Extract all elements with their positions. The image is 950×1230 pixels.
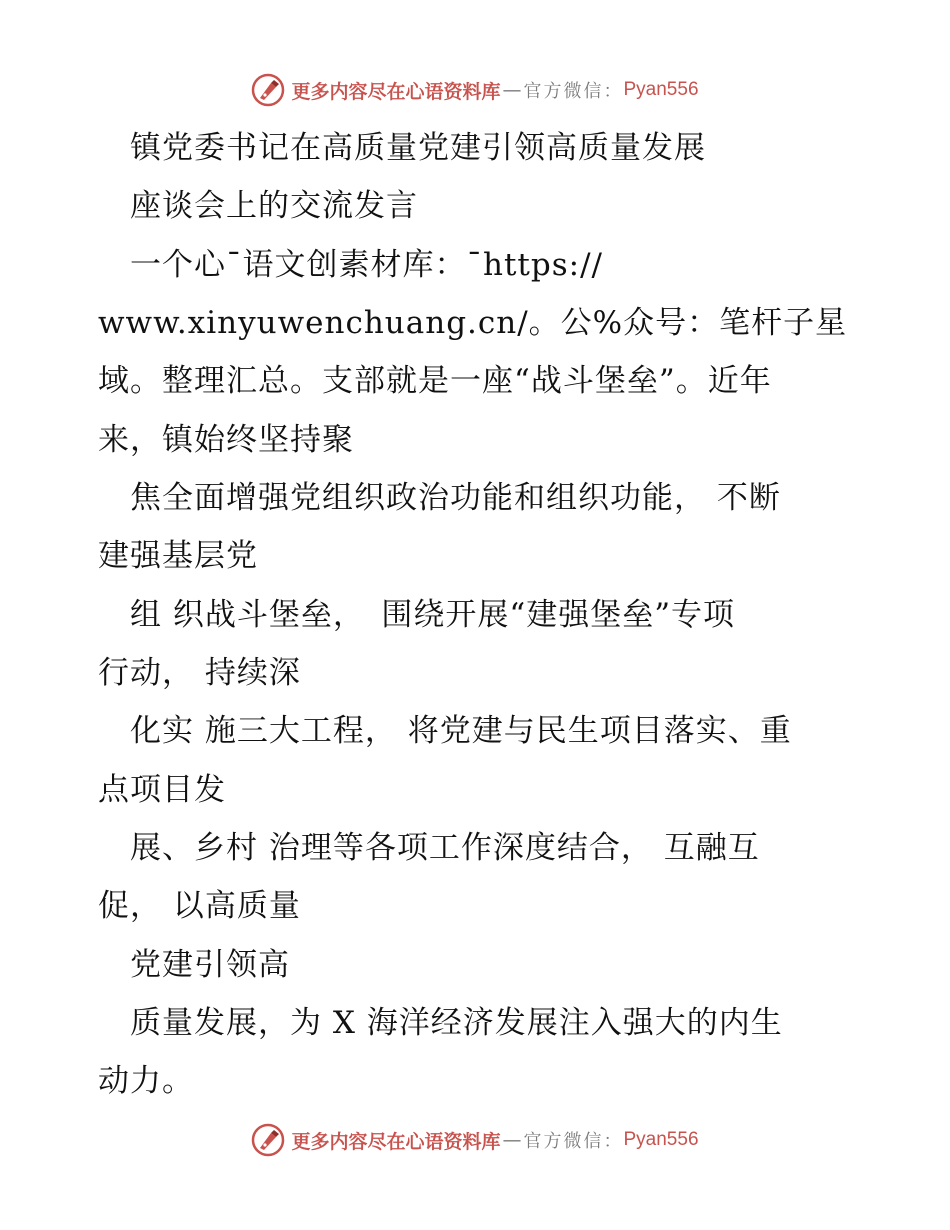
text-line: 化实 施三大工程， 将党建与民生项目落实、重 xyxy=(98,713,792,749)
watermark-banner-top xyxy=(0,70,950,110)
text-line: 建强基层党 xyxy=(98,538,258,574)
text-line: 组 织战斗堡垒， 围绕开展“建强堡垒”专项 xyxy=(98,597,736,633)
watermark-wechat-id: Pyan556 xyxy=(623,79,699,100)
pen-nib-logo-icon xyxy=(251,73,285,107)
watermark-wechat-id: Pyan556 xyxy=(623,1129,699,1150)
document-title-line-2: 座谈会上的交流发言 xyxy=(98,188,418,224)
watermark-banner-bottom xyxy=(0,1120,950,1160)
watermark-label: 官方微信： xyxy=(523,81,624,102)
text-line: 党建引领高 xyxy=(98,947,290,983)
text-line: 质量发展，为 X 海洋经济发展注入强大的内生 xyxy=(98,1005,783,1041)
text-line: 来，镇始终坚持聚 xyxy=(98,422,354,458)
text-line: 域。整理汇总。支部就是一座“战斗堡垒”。近年 xyxy=(98,363,772,399)
document-title-line-1: 镇党委书记在高质量党建引领高质量发展 xyxy=(98,130,706,166)
text-line: 促， 以高质量 xyxy=(98,888,301,924)
text-line: 一个心¯语文创素材库：¯https:// xyxy=(98,247,603,283)
text-line: 焦全面增强党组织政治功能和组织功能， 不断 xyxy=(98,480,781,516)
text-line: 动力。 xyxy=(98,1063,194,1099)
pen-nib-logo-icon xyxy=(251,1123,285,1157)
text-line: 展、乡村 治理等各项工作深度结合， 互融互 xyxy=(98,830,760,866)
watermark-separator: — xyxy=(502,1129,522,1151)
text-line: 行动， 持续深 xyxy=(98,655,301,691)
watermark-label: 官方微信： xyxy=(523,1131,624,1152)
text-line: www.xinyuwenchuang.cn/。公%众号：笔杆子星 xyxy=(98,305,848,341)
watermark-main-text: 更多内容尽在心语资料库 xyxy=(291,1130,501,1153)
text-line: 点项目发 xyxy=(98,772,226,808)
watermark-separator: — xyxy=(502,79,522,101)
watermark-main-text: 更多内容尽在心语资料库 xyxy=(291,80,501,103)
